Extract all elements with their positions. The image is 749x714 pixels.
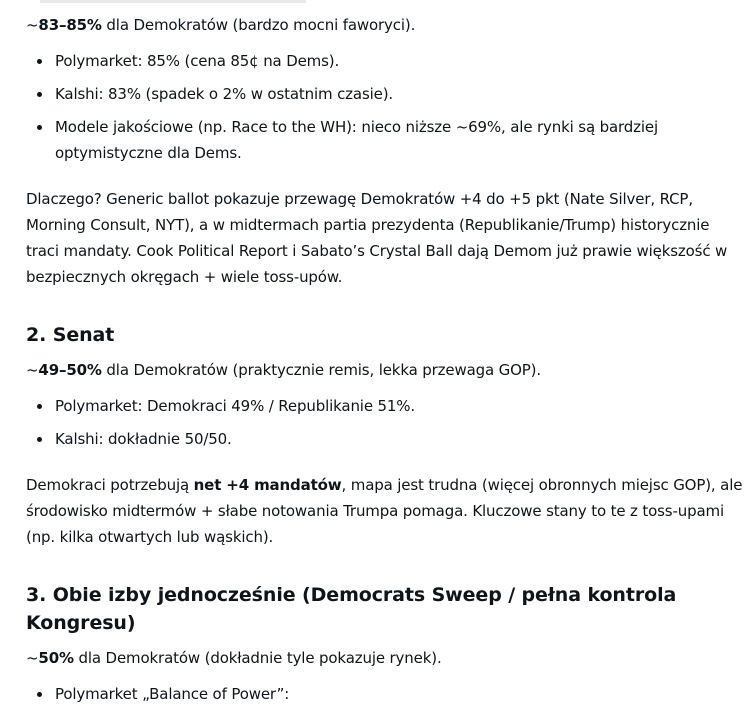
list-item: Modele jakościowe (np. Race to the WH): nieco niższe ~69%, ale rynki są bardziej optymistyczne dla Dems. bbox=[26, 114, 746, 166]
list-item: Polymarket: 85% (cena 85¢ na Dems). bbox=[26, 48, 746, 74]
sweep-odds-value: 50% bbox=[38, 649, 74, 667]
bullet-icon bbox=[37, 437, 42, 442]
house-odds-list bbox=[26, 48, 746, 166]
bullet-icon bbox=[37, 59, 42, 64]
senate-heading: 2. Senat bbox=[26, 324, 115, 346]
top-divider bbox=[40, 0, 306, 3]
sweep-odds-list bbox=[26, 681, 746, 707]
sweep-heading: 3. Obie izby jednocześnie (Democrats Sweep / pełna kontrola Kongresu) bbox=[26, 584, 677, 634]
house-odds-value: 83–85% bbox=[38, 16, 102, 34]
bullet-icon bbox=[37, 692, 42, 697]
house-explanation: Dlaczego? Generic ballot pokazuje przewagę Demokratów +4 do +5 pkt (Nate Silver, RCP, Morning Consult, NYT), a w midtermach partia prezydenta (Republikanie/Trump) historycznie traci mandaty. Cook Political Report i Sabato’s Crystal Ball dają Demom już prawie większość w bezpiecznych okręgach + wiele toss-upów. bbox=[26, 190, 728, 286]
senate-odds-list bbox=[26, 393, 746, 452]
bullet-icon bbox=[37, 125, 42, 130]
article-content bbox=[26, 12, 746, 714]
sweep-odds-summary: ~50% dla Demokratów (dokładnie tyle pokazuje rynek). bbox=[26, 649, 442, 667]
senate-explanation: Demokraci potrzebują net +4 mandatów, mapa jest trudna (więcej obronnych miejsc GOP), ale środowisko midtermów + słabe notowania Trumpa pomaga. Kluczowe stany to te z toss-upami (np. kilka otwartych lub wąskich). bbox=[26, 476, 743, 546]
bullet-icon bbox=[37, 404, 42, 409]
list-item: Polymarket: Demokraci 49% / Republikanie 51%. bbox=[26, 393, 746, 419]
list-item: Polymarket „Balance of Power”: bbox=[26, 681, 746, 707]
list-item: Kalshi: 83% (spadek o 2% w ostatnim czasie). bbox=[26, 81, 746, 107]
house-odds-summary: ~83–85% dla Demokratów (bardzo mocni faworyci). bbox=[26, 16, 416, 34]
senate-odds-summary: ~49–50% dla Demokratów (praktycznie remis, lekka przewaga GOP). bbox=[26, 361, 541, 379]
senate-seats-needed: net +4 mandatów bbox=[193, 476, 342, 494]
bullet-icon bbox=[37, 92, 42, 97]
list-item: Kalshi: dokładnie 50/50. bbox=[26, 426, 746, 452]
senate-odds-value: 49–50% bbox=[38, 361, 102, 379]
